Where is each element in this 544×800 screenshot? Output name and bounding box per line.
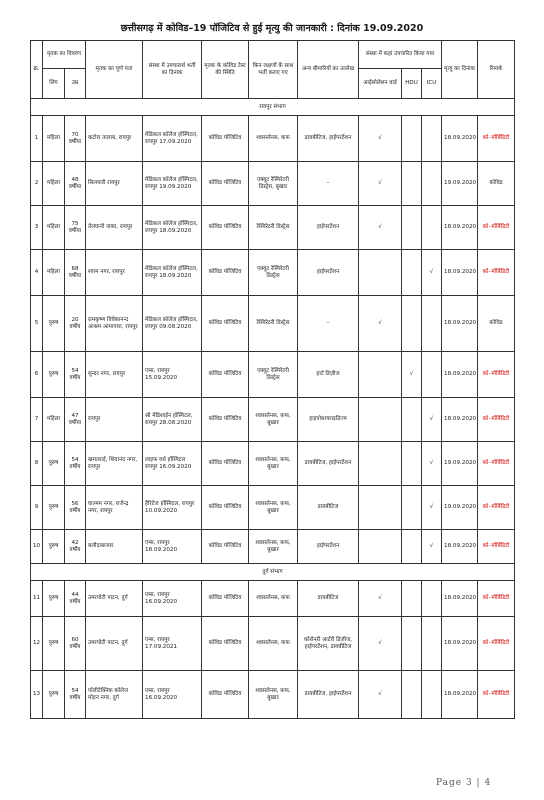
division-name: दुर्ग संभाग (31, 564, 515, 581)
cell-sno: 1 (31, 116, 43, 162)
cell-covid-status: कोविड पॉजिटिव (202, 296, 249, 352)
cell-comorbid: हाईपरटेंशन (298, 530, 359, 564)
cell-death-date: 18.09.2020 (442, 671, 478, 719)
cell-covid-status: कोविड पॉजिटिव (202, 352, 249, 398)
cell-gender: पुरुष (43, 671, 65, 719)
cell-icu (422, 581, 442, 617)
cell-address: उमरपोटी पाटन, दुर्ग (86, 617, 143, 671)
cell-icu: √ (422, 250, 442, 296)
cell-icu: √ (422, 398, 442, 442)
header-age: उम्र (65, 69, 86, 99)
cell-sno: 9 (31, 486, 43, 530)
cell-death-date: 18.09.2020 (442, 352, 478, 398)
cell-age: 56 वर्षीय (65, 486, 86, 530)
table-row (31, 617, 515, 671)
table-row (31, 352, 515, 398)
cell-sno: 4 (31, 250, 43, 296)
header-isolation: आईसोलेशन वार्ड (359, 69, 402, 99)
header-symptoms: किन लक्षणों के साथ भर्ती कराए गए (249, 41, 298, 99)
division-name: रायपुर संभाग (31, 99, 515, 116)
cell-covid-status: कोविड पॉजिटिव (202, 671, 249, 719)
header-remark: रिमार्क (478, 41, 515, 99)
cell-icu (422, 671, 442, 719)
cell-gender: महिला (43, 398, 65, 442)
cell-hdu (402, 671, 422, 719)
cell-age: 54 वर्षीय (65, 352, 86, 398)
cell-death-date: 18.09.2020 (442, 206, 478, 250)
table-row (31, 581, 515, 617)
cell-institution: मेडिकल कॉलेज हॉस्पिटल, रायपुर 18.09.2020 (143, 206, 202, 250)
cell-institution: मेडिकल कॉलेज हॉस्पिटल, रायपुर 09.08.2020 (143, 296, 202, 352)
cell-symptoms: श्वासलेनस, कफ, बुखार (249, 442, 298, 486)
cell-gender: पुरुष (43, 296, 65, 352)
cell-covid-status: कोविड पॉजिटिव (202, 250, 249, 296)
cell-gender: महिला (43, 116, 65, 162)
header-icu: ICU (422, 69, 442, 99)
cell-age: 42 वर्षीय (65, 530, 86, 564)
cell-address: वाल्मम नगर, राजेन्द्र नगर, रायपुर (86, 486, 143, 530)
cell-covid-status: कोविड पॉजिटिव (202, 581, 249, 617)
cell-address: सुन्दर नगर, रायपुर (86, 352, 143, 398)
cell-hdu (402, 250, 422, 296)
cell-death-date: 19.09.2020 (442, 162, 478, 206)
table-row (31, 486, 515, 530)
cell-institution: एम्स, रायपुर 16.09.2020 (143, 581, 202, 617)
cell-institution: श्री मेडिशाईन हॉस्पिटल, रायपुर 28.08.2020 (143, 398, 202, 442)
cell-institution: एम्स, रायपुर 18.09.2020 (143, 530, 202, 564)
cell-address: श्याम नगर, रायपुर (86, 250, 143, 296)
cell-covid-status: कोविड पॉजिटिव (202, 398, 249, 442)
cell-covid-status: कोविड पॉजिटिव (202, 486, 249, 530)
cell-icu: √ (422, 442, 442, 486)
cell-death-date: 18.09.2020 (442, 296, 478, 352)
cell-remark: को–मॉर्बिडिटी (478, 116, 515, 162)
cell-icu: √ (422, 486, 442, 530)
header-address: मृतक का पूर्ण पता (86, 41, 143, 99)
cell-gender: पुरुष (43, 617, 65, 671)
cell-isolation: √ (359, 116, 402, 162)
table-header (31, 41, 515, 99)
cell-sno: 10 (31, 530, 43, 564)
cell-remark: कोविड (478, 162, 515, 206)
cell-age: 44 वर्षीय (65, 581, 86, 617)
cell-symptoms: श्वासलेनस, कफ (249, 617, 298, 671)
cell-sno: 3 (31, 206, 43, 250)
cell-age: 68 वर्षीया (65, 250, 86, 296)
cell-icu (422, 206, 442, 250)
cell-address: खमतराई, शिवानंद नगर, रायपुर (86, 442, 143, 486)
table-row (31, 162, 515, 206)
cell-remark: को–मॉर्बिडिटी (478, 206, 515, 250)
cell-death-date: 18.09.2020 (442, 617, 478, 671)
cell-remark: को–मॉर्बिडिटी (478, 486, 515, 530)
cell-hdu (402, 162, 422, 206)
table-row (31, 398, 515, 442)
header-hdu: HDU (402, 69, 422, 99)
division-header-row (31, 564, 515, 581)
cell-covid-status: कोविड पॉजिटिव (202, 162, 249, 206)
cell-sno: 5 (31, 296, 43, 352)
cell-comorbid: डायबीटिज, हाईपरटेंशन (298, 442, 359, 486)
cell-symptoms: रेस्पिरेटरी डिस्ट्रेस (249, 296, 298, 352)
cell-icu (422, 352, 442, 398)
cell-gender: महिला (43, 206, 65, 250)
header-treatment: संस्था में कहां उपचारित किया गया (359, 41, 442, 69)
cell-comorbid: डायबीटिज, हाईपरटेंशन (298, 671, 359, 719)
cell-remark: को–मॉर्बिडिटी (478, 581, 515, 617)
cell-isolation: √ (359, 162, 402, 206)
cell-symptoms: एक्यूट रेस्पिरेटरी डिस्ट्रेस, बुखार (249, 162, 298, 206)
cell-remark: को–मॉर्बिडिटी (478, 398, 515, 442)
cell-symptoms: श्वासलेनस, कफ, बुखार (249, 530, 298, 564)
header-gender: लिंग (43, 69, 65, 99)
cell-address: पॉलीटेक्निक कॉलेज मोहन नगर, दुर्ग (86, 671, 143, 719)
cell-institution: हैरिटेज हॉस्पिटल, रायपुर 10.09.2020 (143, 486, 202, 530)
cell-symptoms: एक्यूट रेस्पिरेटरी डिस्ट्रेस (249, 352, 298, 398)
cell-isolation (359, 352, 402, 398)
cell-address: उमरपोटी पाटन, दुर्ग (86, 581, 143, 617)
cell-institution: एम्स, रायपुर 17.09.2021 (143, 617, 202, 671)
cell-icu (422, 296, 442, 352)
cell-symptoms: श्वासलेनस, कफ (249, 581, 298, 617)
cell-hdu (402, 442, 422, 486)
header-comorbid: अन्य बीमारियों का उल्लेख (298, 41, 359, 99)
cell-hdu (402, 617, 422, 671)
cell-covid-status: कोविड पॉजिटिव (202, 116, 249, 162)
cell-institution: एम्स, रायपुर 16.09.2020 (143, 671, 202, 719)
cell-age: 54 वर्षीय (65, 442, 86, 486)
table-row (31, 116, 515, 162)
cell-comorbid: डायबीटिज, हाईपरटेंशन (298, 116, 359, 162)
cell-institution: मेडिकल कॉलेज हॉस्पिटल, रायपुर 17.09.2020 (143, 116, 202, 162)
cell-death-date: 18.09.2020 (442, 530, 478, 564)
cell-covid-status: कोविड पॉजिटिव (202, 442, 249, 486)
cell-isolation (359, 530, 402, 564)
cell-comorbid: हाइपोथायराइडिज्म (298, 398, 359, 442)
cell-isolation (359, 442, 402, 486)
page-title: छत्तीसगढ़ में कोविड–19 पॉजिटिव से हुई मृत्यु की जानकारी : दिनांक 19.09.2020 (120, 23, 424, 34)
table-row (31, 442, 515, 486)
cell-death-date: 18.09.2020 (442, 581, 478, 617)
cell-sno: 11 (31, 581, 43, 617)
cell-covid-status: कोविड पॉजिटिव (202, 617, 249, 671)
cell-comorbid: हाईपरटेंशन (298, 206, 359, 250)
cell-comorbid: – (298, 296, 359, 352)
cell-icu (422, 162, 442, 206)
cell-covid-status: कोविड पॉजिटिव (202, 530, 249, 564)
cell-age: 47 वर्षीया (65, 398, 86, 442)
cell-symptoms: एक्यूट रेस्पिरेटरी डिस्ट्रेस (249, 250, 298, 296)
cell-death-date: 19.09.2020 (442, 486, 478, 530)
header-death-date: मृत्यु का दिनांक (442, 41, 478, 99)
cell-address: रामकृष्ण विवेकानन्द आश्रम आमापारा, रायपुर (86, 296, 143, 352)
header-sno: क्र. (31, 41, 43, 99)
cell-symptoms: श्वासलेनस, कफ, बुखार (249, 486, 298, 530)
cell-icu (422, 617, 442, 671)
cell-address: बलौदाबाजार (86, 530, 143, 564)
cell-address: तेलघानी नाका, रायपुर (86, 206, 143, 250)
cell-age: 48 वर्षीया (65, 162, 86, 206)
cell-hdu (402, 530, 422, 564)
cell-age: 75 वर्षीया (65, 206, 86, 250)
cell-comorbid: हार्ट डिज़ीज (298, 352, 359, 398)
cell-isolation (359, 250, 402, 296)
cell-isolation: √ (359, 206, 402, 250)
table-row (31, 530, 515, 564)
cell-hdu (402, 116, 422, 162)
cell-gender: पुरुष (43, 581, 65, 617)
cell-isolation: √ (359, 617, 402, 671)
cell-hdu (402, 206, 422, 250)
cell-remark: को–मॉर्बिडिटी (478, 617, 515, 671)
cell-comorbid: डायबीटिज (298, 486, 359, 530)
cell-hdu (402, 486, 422, 530)
table-row (31, 206, 515, 250)
cell-age: 20 वर्षीय (65, 296, 86, 352)
cell-institution: लाइफ वर्थ हॉस्पिटल रायपुर 16.09.2020 (143, 442, 202, 486)
cell-comorbid: डायबीटिज (298, 581, 359, 617)
cell-remark: को–मॉर्बिडिटी (478, 250, 515, 296)
cell-gender: पुरुष (43, 530, 65, 564)
cell-death-date: 18.09.2020 (442, 250, 478, 296)
cell-sno: 6 (31, 352, 43, 398)
cell-isolation: √ (359, 581, 402, 617)
cell-isolation: √ (359, 296, 402, 352)
cell-gender: पुरुष (43, 442, 65, 486)
cell-isolation: √ (359, 671, 402, 719)
cell-address: सिलयारी रायपुर (86, 162, 143, 206)
cell-remark: को–मॉर्बिडिटी (478, 352, 515, 398)
cell-remark: को–मॉर्बिडिटी (478, 442, 515, 486)
cell-symptoms: श्वासलेनस, कफ, बुखार (249, 671, 298, 719)
cell-comorbid: कोरोनरी आर्टरी डिज़ीज, हाईपरटेंशन, डायबीटिज (298, 617, 359, 671)
cell-symptoms: श्वासलेनस, कफ (249, 116, 298, 162)
cell-sno: 8 (31, 442, 43, 486)
cell-age: 60 वर्षीय (65, 617, 86, 671)
division-header-row (31, 99, 515, 116)
cell-hdu (402, 296, 422, 352)
cell-institution: मेडिकल कॉलेज हॉस्पिटल, रायपुर 18.09.2020 (143, 250, 202, 296)
cell-remark: कोविड (478, 296, 515, 352)
page-number: Page 3 | 4 (436, 778, 492, 788)
cell-gender: पुरुष (43, 352, 65, 398)
cell-sno: 2 (31, 162, 43, 206)
cell-comorbid: हाईपरटेंशन (298, 250, 359, 296)
table-row (31, 296, 515, 352)
cell-icu (422, 116, 442, 162)
cell-age: 54 वर्षीय (65, 671, 86, 719)
header-institution: संस्था में उपचारार्थ भर्ती का दिनांक (143, 41, 202, 99)
cell-remark: को–मॉर्बिडिटी (478, 671, 515, 719)
table-row (31, 671, 515, 719)
cell-symptoms: श्वासलेनस, कफ, बुखार (249, 398, 298, 442)
cell-gender: महिला (43, 162, 65, 206)
cell-isolation (359, 398, 402, 442)
cell-address: कटोरा तालाब, रायपुर (86, 116, 143, 162)
cell-hdu (402, 398, 422, 442)
header-deceased-details: मृतक का विवरण (43, 41, 86, 69)
cell-hdu: √ (402, 352, 422, 398)
cell-institution: मेडिकल कॉलेज हॉस्पिटल, रायपुर 19.09.2020 (143, 162, 202, 206)
table-row (31, 250, 515, 296)
cell-death-date: 18.09.2020 (442, 398, 478, 442)
cell-death-date: 19.09.2020 (442, 442, 478, 486)
cell-icu: √ (422, 530, 442, 564)
cell-comorbid: – (298, 162, 359, 206)
death-report-table (30, 40, 515, 719)
cell-institution: एम्स, रायपुर 15.09.2020 (143, 352, 202, 398)
cell-gender: पुरुष (43, 486, 65, 530)
cell-address: रायपुर (86, 398, 143, 442)
cell-isolation (359, 486, 402, 530)
cell-symptoms: रेस्पिरेटरी डिस्ट्रेस (249, 206, 298, 250)
cell-sno: 7 (31, 398, 43, 442)
cell-covid-status: कोविड पॉजिटिव (202, 206, 249, 250)
table-body (31, 99, 515, 719)
cell-gender: महिला (43, 250, 65, 296)
cell-remark: को–मॉर्बिडिटी (478, 530, 515, 564)
cell-hdu (402, 581, 422, 617)
header-covid-status: मृतक के कोविड टेस्ट की स्थिति (202, 41, 249, 99)
cell-death-date: 18.09.2020 (442, 116, 478, 162)
cell-age: 70 वर्षीया (65, 116, 86, 162)
cell-sno: 12 (31, 617, 43, 671)
cell-sno: 13 (31, 671, 43, 719)
